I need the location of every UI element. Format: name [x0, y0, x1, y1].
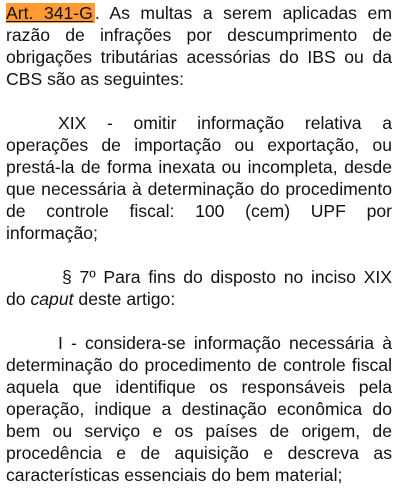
legal-document — [6, 2, 392, 486]
spacer — [6, 244, 392, 266]
inciso-i: I - considera-se informação necessária à determinação do procedimento de controle fiscal aquela que identifique os responsáveis pela operação, indique a destinação econômica do bem ou serviço e os países de origem, de procedência e de aquisição e descreva as características essenciais do bem material; — [6, 333, 392, 485]
article-head-text: . As multas a serem aplicadas em razão de infrações por descumprimento de obrigações tributárias acessórias do IBS ou da CBS são as seguintes: — [6, 3, 392, 89]
article-reference-highlight[interactable]: Art. 341-G — [6, 3, 93, 23]
paragraph-7 — [6, 266, 392, 310]
inciso-xix: XIX - omitir informação relativa a operações de importação ou exportação, ou prestá-la de forma inexata ou incompleta, desde que necessária à determinação do procedimento de controle fiscal: 100 (cem) UPF por informação; — [6, 113, 392, 243]
paragraph-7-prefix: § 7º Para fins do disposto no inciso XIX do — [6, 267, 392, 309]
article-head — [6, 2, 392, 90]
caput-term: caput — [30, 289, 74, 309]
spacer — [6, 310, 392, 332]
paragraph-7-suffix: deste artigo: — [73, 289, 176, 309]
spacer — [6, 90, 392, 112]
